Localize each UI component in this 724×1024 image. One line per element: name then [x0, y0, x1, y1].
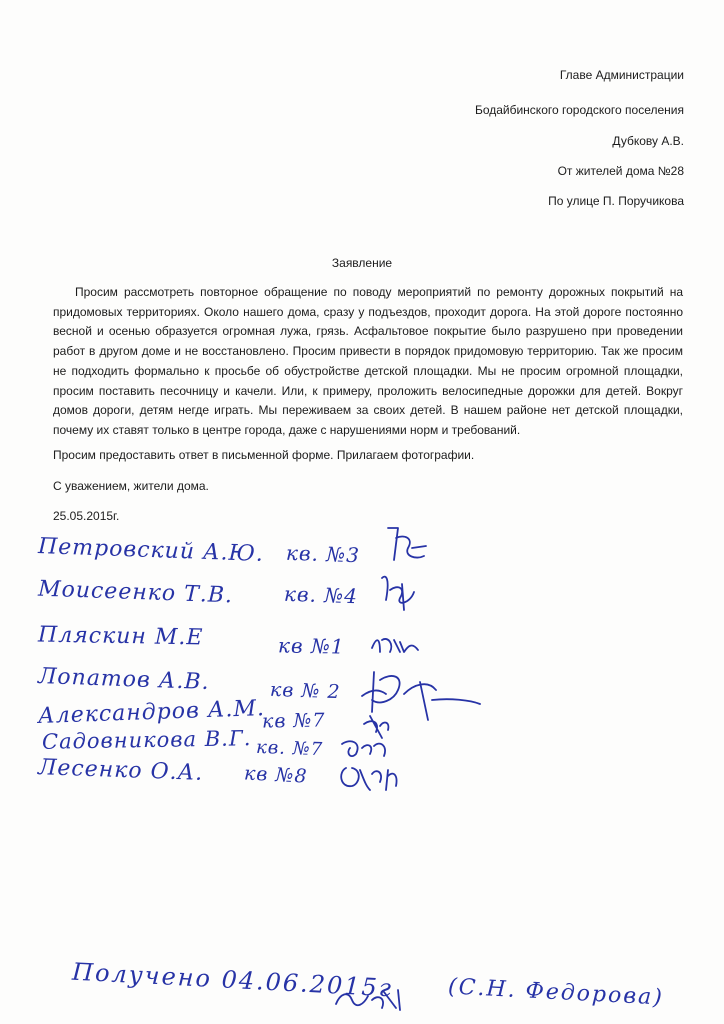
- signature-apt-6: кв. №7: [255, 736, 324, 761]
- signature-apt-5: кв №7: [261, 709, 326, 733]
- addressee-line-1: Главе Администрации: [559, 68, 684, 82]
- signature-name-1: Петровский А.Ю.: [37, 534, 265, 567]
- signature-mark-3: [372, 639, 418, 652]
- signature-mark-7: [341, 768, 396, 790]
- signature-mark-4: [362, 672, 480, 720]
- signature-mark-5: [364, 716, 388, 738]
- request-line: Просим предоставить ответ в письменной форме. Прилагаем фотографии.: [53, 448, 475, 462]
- signature-name-5: Александров А.М.: [37, 696, 266, 729]
- addressee-line-3: Дубкову А.В.: [612, 134, 684, 148]
- signature-name-2: Моисеенко Т.В.: [37, 576, 234, 609]
- date-line: 25.05.2015г.: [53, 509, 120, 523]
- document-title: Заявление: [331, 256, 393, 270]
- addressee-line-2: Бодайбинского городского поселения: [474, 103, 684, 117]
- signature-apt-2: кв. №4: [283, 581, 359, 609]
- body-paragraph: Просим рассмотреть повторное обращение по поводу мероприятий по ремонту дорожных покрытий на придомовых территориях. Около нашего дома, сразу у подъездов, проходит дорога. На этой дороге постоянно весной и осенью образуется огромная лужа, грязь. Асфальтовое покрытие было разрушено при проведении работ в другом доме и не восстановлено. Просим привести в порядок придомовую территорию. Так же просим не подходить формально к просьбе об обустройстве детской площадки. Мы не просим огромной площадки, просим поставить песочницу и качели. Или, к примеру, проложить велосипедные дорожки для детей. Вокруг домов дороги, детям негде играть. Мы переживаем за своих детей. В нашем районе нет детской площадки, почему их ставят только в центре города, даже с нарушениями норм и требований.: [53, 285, 683, 437]
- signature-apt-1: кв. №3: [285, 540, 361, 568]
- signature-name-6: Садовникова В.Г.: [41, 726, 252, 754]
- received-note: Получено 04.06.2015г: [71, 957, 394, 1003]
- signature-name-7: Лесенко О.А.: [37, 755, 204, 786]
- signature-mark-6: [342, 741, 385, 756]
- addressee-line-5: По улице П. Поручикова: [548, 194, 684, 208]
- addressee-line-4: От жителей дома №28: [557, 164, 684, 178]
- signature-apt-7: кв №8: [243, 762, 309, 788]
- signature-mark-1: [388, 528, 426, 560]
- signature-mark-2: [382, 577, 414, 610]
- closing-line: С уважением, жители дома.: [53, 479, 209, 493]
- received-by: (С.Н. Федорова): [447, 974, 665, 1011]
- signature-apt-4: кв № 2: [269, 678, 341, 704]
- signature-apt-3: кв №1: [277, 633, 345, 659]
- signature-name-4: Лопатов А.В.: [37, 664, 210, 695]
- signature-name-3: Пляскин М.Е: [37, 622, 204, 651]
